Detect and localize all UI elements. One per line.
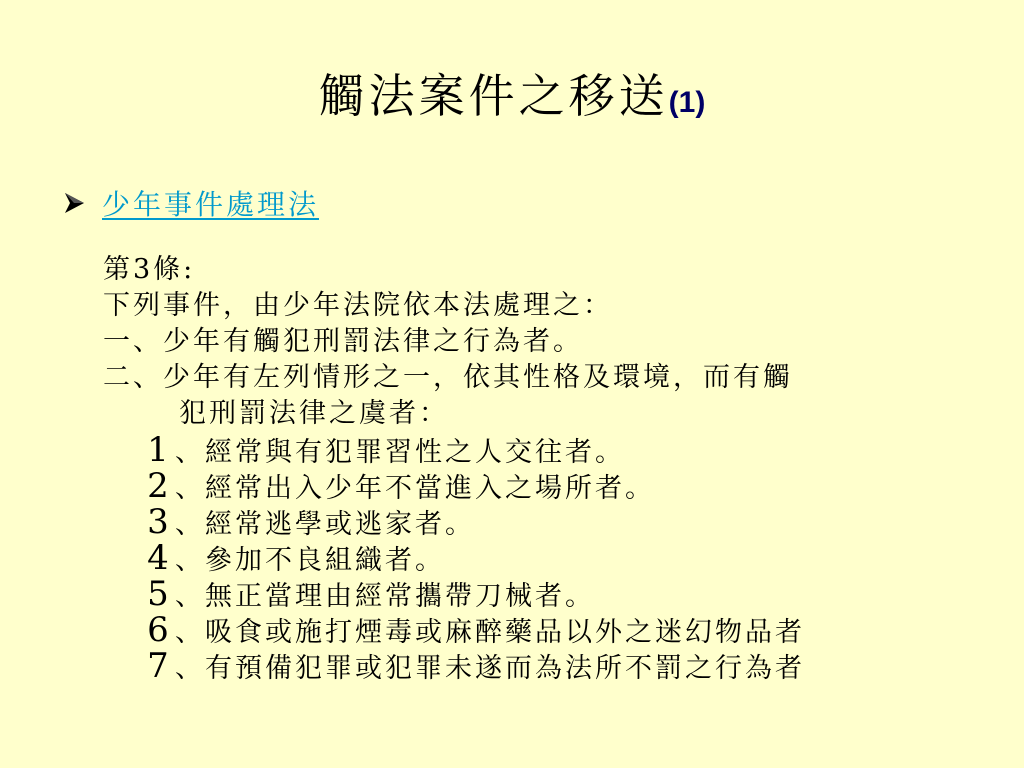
article-intro: 下列事件，由少年法院依本法處理之： (103, 290, 613, 321)
list-item-number: 5 (147, 574, 169, 614)
list-item-number: 2 (147, 466, 169, 506)
list-item (103, 540, 805, 576)
list-item-number: 4 (147, 538, 169, 578)
list-item (103, 612, 805, 648)
article-body (103, 252, 805, 684)
list-item-text: 、吸食或施打煙毒或麻醉藥品以外之迷幻物品者 (175, 617, 805, 648)
list-item (103, 576, 805, 612)
list-item-text: 、經常出入少年不當進入之場所者。 (175, 473, 655, 504)
slide-title-suffix: (1) (668, 86, 706, 119)
list-item-text: 、有預備犯罪或犯罪未遂而為法所不罰之行為者 (175, 653, 805, 684)
list-item-number: 3 (147, 502, 169, 542)
list-item (103, 432, 805, 468)
list-item-number: 1 (147, 430, 169, 470)
list-item-text: 、無正當理由經常攜帶刀械者。 (175, 581, 595, 612)
list-item-number: 6 (147, 610, 169, 650)
list-item (103, 504, 805, 540)
clause-2-line-2: 犯刑罰法律之虞者： (179, 398, 449, 429)
list-item (103, 648, 805, 684)
list-item-text: 、參加不良組織者。 (175, 545, 445, 576)
arrow-bullet-icon (62, 191, 86, 215)
slide-title-text: 觸法案件之移送 (318, 69, 669, 123)
list-item-text: 、經常與有犯罪習性之人交往者。 (175, 437, 625, 468)
list-item-text: 、經常逃學或逃家者。 (175, 509, 475, 540)
bullet-item (62, 183, 319, 223)
list-item-number: 7 (147, 646, 169, 686)
clause-1: 一、少年有觸犯刑罰法律之行為者。 (103, 326, 583, 357)
slide-title (0, 68, 1024, 131)
list-item (103, 468, 805, 504)
article-heading: 第3條: (103, 254, 196, 285)
clause-2-line-1: 二、少年有左列情形之一，依其性格及環境，而有觸 (103, 362, 793, 393)
law-link[interactable]: 少年事件處理法 (102, 188, 320, 221)
